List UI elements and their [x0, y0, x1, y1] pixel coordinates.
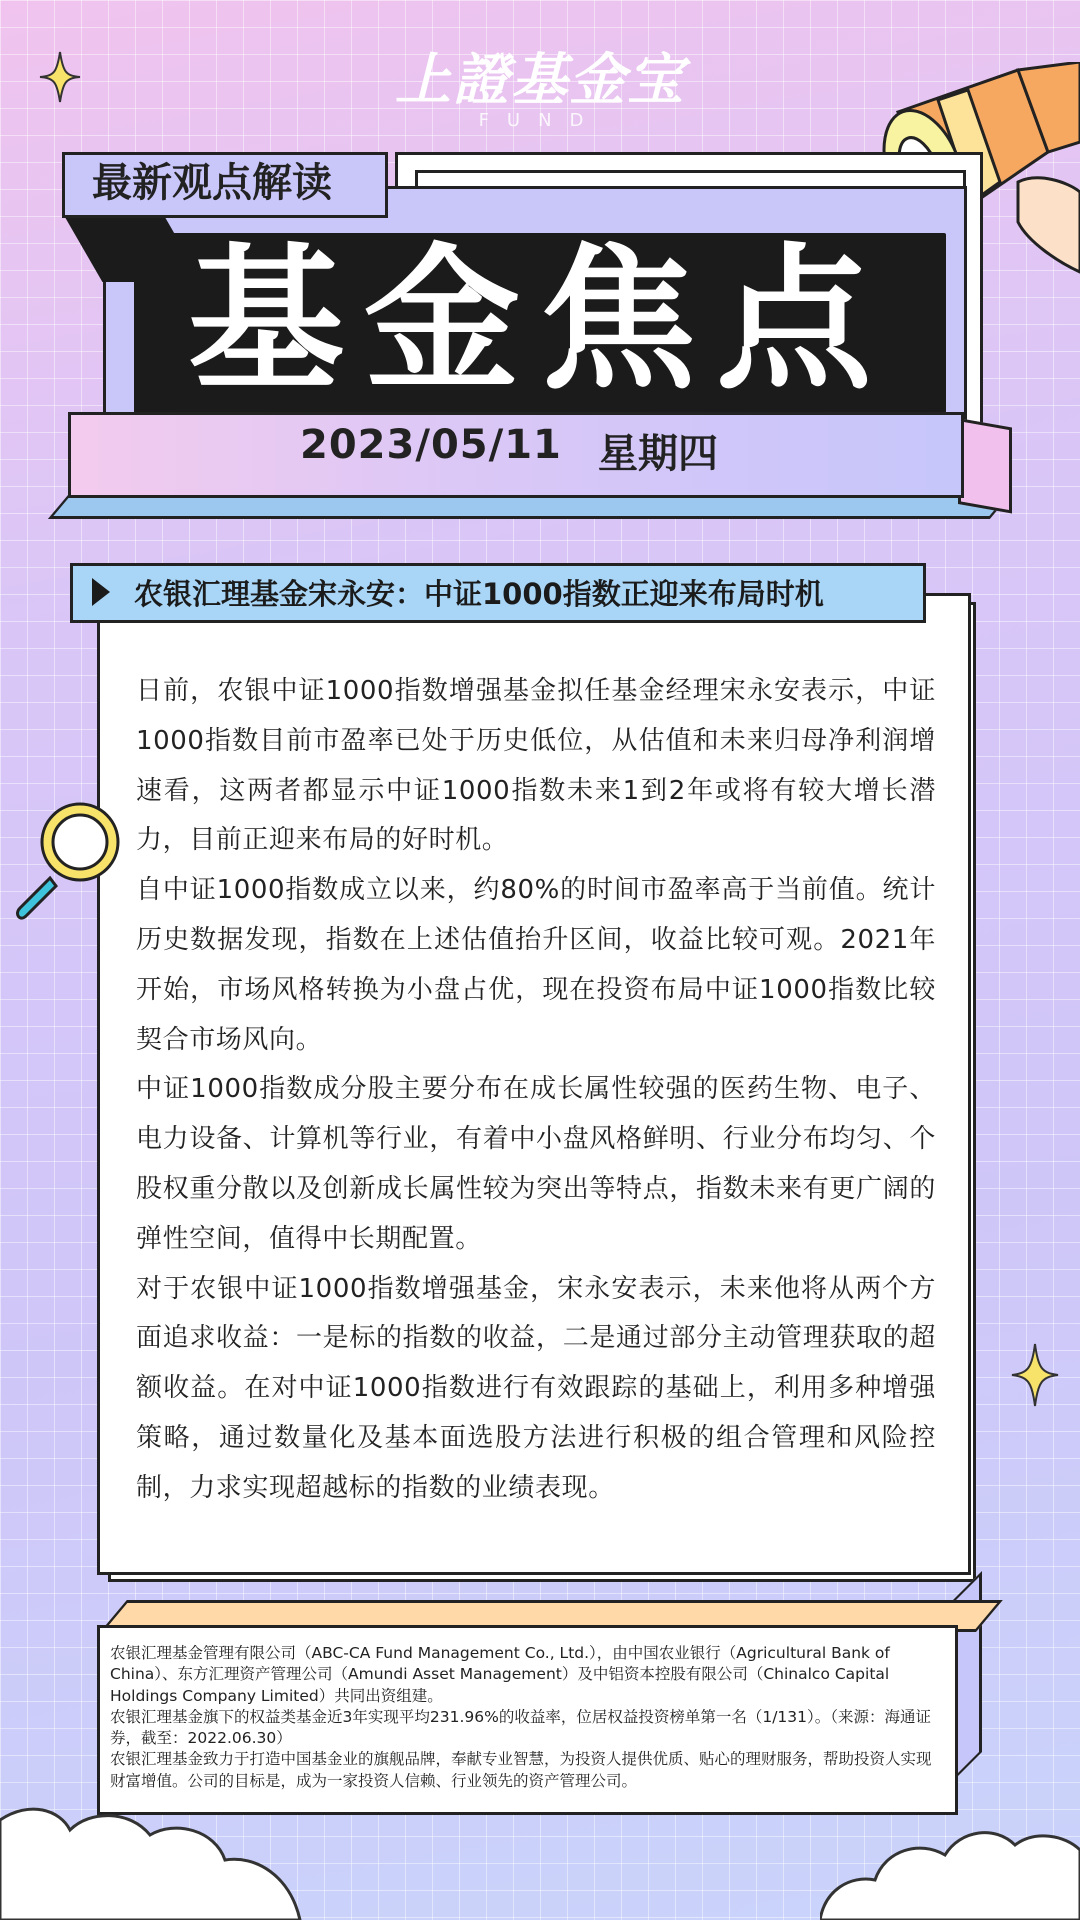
date-bar-base [48, 495, 1010, 519]
date-bar-edge [958, 418, 1012, 514]
article-headline: 农银汇理基金宋永安：中证1000指数正迎来布局时机 [134, 577, 824, 611]
article-paragraph: 中证1000指数成分股主要分布在成长属性较强的医药生物、电子、电力设备、计算机等行业，有着中小盘风格鲜明、行业分布均匀、个股权重分散以及创新成长属性较为突出等特点，指数未来有更广阔的弹性空间，值得中长期配置。 [136, 1074, 936, 1254]
sparkle-icon [1010, 1342, 1060, 1408]
page-title: 基金焦点 [188, 229, 892, 411]
section-tag: 最新观点解读 [92, 160, 332, 206]
disclaimer-line: 农银汇理基金致力于打造中国基金业的旗舰品牌，奉献专业智慧，为投资人提供优质、贴心的理财服务，帮助投资人实现财富增值。公司的目标是，成为一家投资人信赖、行业领先的资产管理公司。 [110, 1750, 932, 1790]
brand-logo-text: 上證基金宝 [395, 48, 685, 113]
sparkle-icon [38, 50, 82, 104]
article-paragraph: 日前，农银中证1000指数增强基金拟任基金经理宋永安表示，中证1000指数目前市盈率已处于历史低位，从估值和未来归母净利润增速看，这两者都显示中证1000指数未来1到2年或将有较大增长潜力，目前正迎来布局的好时机。 [136, 676, 936, 856]
disclaimer-text [110, 1643, 940, 1792]
play-arrow-icon [92, 578, 110, 606]
brand-logo-subtext: FUND [478, 110, 602, 131]
cloud-icon [0, 1780, 330, 1920]
article-paragraph: 对于农银中证1000指数增强基金，宋永安表示，未来他将从两个方面追求收益：一是标的指数的收益，二是通过部分主动管理获取的超额收益。在对中证1000指数进行有效跟踪的基础上，利用多种增强策略，通过数量化及基本面选股方法进行积极的组合管理和风险控制，力求实现超越标的指数的业绩表现。 [136, 1273, 936, 1503]
weekday-text: 星期四 [598, 431, 718, 477]
date-text: 2023/05/11 [300, 422, 562, 468]
magnifier-icon [6, 798, 124, 922]
article-body [136, 667, 936, 1514]
cloud-icon [820, 1790, 1080, 1920]
article-paragraph: 自中证1000指数成立以来，约80%的时间市盈率高于当前值。统计历史数据发现，指数在上述估值抬升区间，收益比较可观。2021年开始，市场风格转换为小盘占优，现在投资布局中证1000指数比较契合市场风向。 [136, 875, 936, 1055]
disclaimer-line: 农银汇理基金旗下的权益类基金近3年实现平均231.96%的收益率，位居权益投资榜单第一名（1/131）。（来源：海通证券，截至：2022.06.30） [110, 1707, 931, 1748]
disclaimer-line: 农银汇理基金管理有限公司（ABC-CA Fund Management Co., Ltd.），由中国农业银行（Agricultural Bank of China）、东方汇理资产管理公司（Amundi Asset Management）及中铝资本控股有限公司（Chinalco Capital Holdings Company Limited）共同出资组建。 [110, 1644, 890, 1705]
